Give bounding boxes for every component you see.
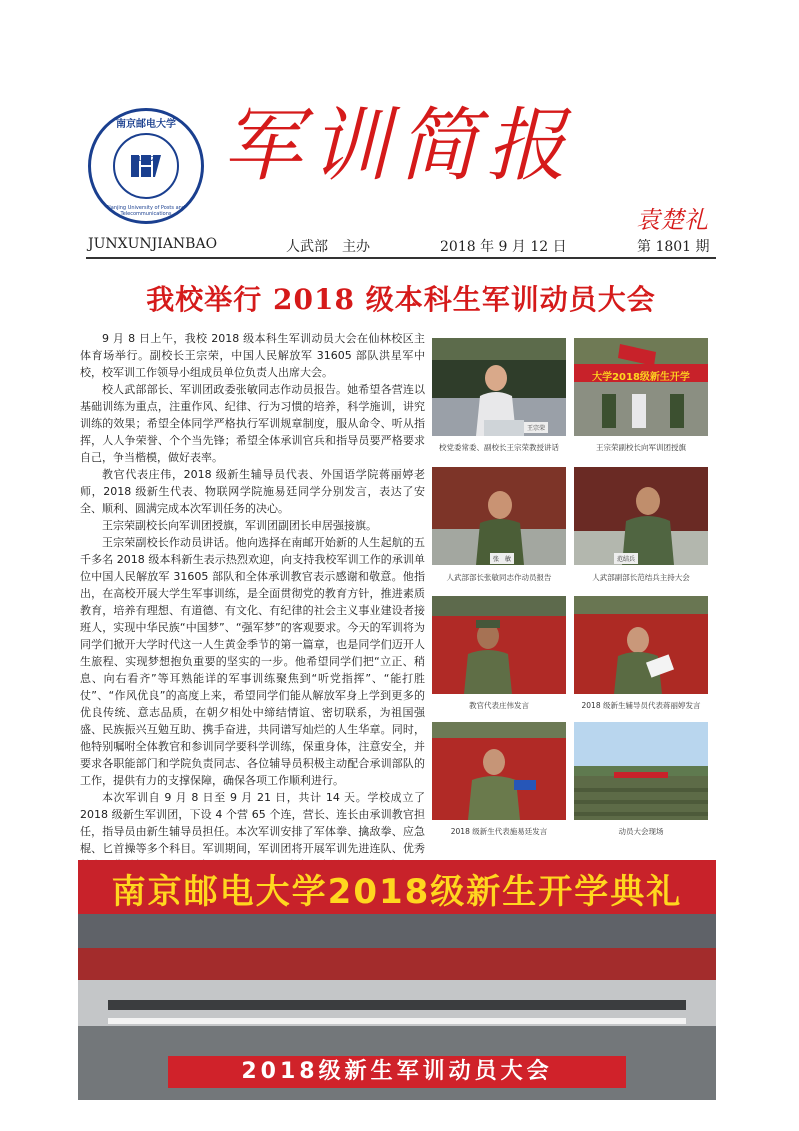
- photo-caption: 王宗荣副校长向军训团授旗: [596, 443, 686, 452]
- photo-flag-presentation: [574, 338, 708, 436]
- masthead-organizer: 人武部 主办: [286, 239, 370, 255]
- logo-name-en: Nanjing University of Posts and Telecommunications: [107, 205, 185, 217]
- article-paragraph: 王宗荣副校长向军训团授旗，军训团副团长申居强接旗。: [102, 519, 377, 532]
- photo-name-tag: 王宗荣: [524, 422, 548, 433]
- masthead-pinyin: JUNXUNJIANBAO: [88, 236, 218, 252]
- rally-banner: 2018级新生军训动员大会: [168, 1056, 626, 1088]
- article-body: [80, 330, 425, 874]
- photo-counselor-jiang: [574, 596, 708, 694]
- article-paragraph: 本次军训自 9 月 8 日至 9 月 21 日，共计 14 天。学校成立了 2018 级新生军训团，下设 4 个营 65 个连，营长、连长由承训教官担任，指导员由新生辅导员担任。本次军训安排了军体拳、擒敌拳、应急棍、匕首操等多个科目。军训期间，军训团将开展军训先进连队、优秀: [80, 791, 425, 855]
- logo-emblem-icon: [129, 151, 163, 181]
- photo-student-shi: [432, 722, 566, 820]
- ceremony-banner: 南京邮电大学2018级新生开学典礼: [111, 872, 683, 912]
- photo-speech-zhang: [432, 467, 566, 565]
- photo-caption: 人武部部长张敏同志作动员报告: [446, 573, 552, 582]
- masthead-issue: 第 1801 期: [637, 239, 710, 255]
- photo-caption: 人武部副部长范结兵主持大会: [592, 573, 690, 582]
- photo-caption: 动员大会现场: [618, 827, 664, 836]
- university-logo: [88, 108, 204, 224]
- photo-instructor-zhuang: [432, 596, 566, 694]
- calligraphy-signature: 袁楚礼: [636, 206, 708, 234]
- photo-caption: 教官代表庄伟发言: [469, 701, 529, 710]
- photo-caption: 2018 级新生代表施易廷发言: [450, 827, 548, 836]
- photo-caption: 校党委常委、副校长王宗荣教授讲话: [439, 443, 559, 452]
- photo-host-fan: [574, 467, 708, 565]
- photo-name-tag: 范结兵: [614, 553, 638, 564]
- masthead-date: 2018 年 9 月 12 日: [440, 239, 567, 255]
- article-paragraph: 教官代表庄伟，2018 级新生辅导员代表、外国语学院蒋丽婷老师，2018 级新生代表、物联网学院施易廷同学分别发言，表达了安全、顺利、圆满完成本次军训任务的决心。: [80, 468, 425, 515]
- photo-banner-text: 大学2018级新生开学: [592, 372, 690, 383]
- logo-seal: [113, 133, 179, 199]
- masthead-title: 军训简报: [222, 99, 574, 192]
- opening-ceremony-photo: [78, 860, 716, 1100]
- photo-name-tag: 张 敏: [490, 553, 514, 564]
- header-divider: [86, 257, 716, 259]
- article-headline: 我校举行 2018 级本科生军训动员大会: [146, 283, 656, 316]
- photo-caption: 2018 级新生辅导员代表蒋丽婷发言: [581, 701, 701, 710]
- article-paragraph: 王宗荣副校长作动员讲话。他向选择在南邮开始新的人生起航的五千多名 2018 级本科新生表示热烈欢迎，向支持我校军训工作的承训单位中国人民解放军 31605 部队和全体承训教官表示感谢和敬意。他指出，在高校开展大学生军事训练，是全面贯彻党的教育方针，推进素质教育，培养有理想、有道德、有文化、有纪律的社会主义事业建设者接班人，实现中华民族“中国梦”、“强军梦”的客观要求。今天的军训将为同学们掀开大学时代这一人生黄金季节的第一篇章，也是同学们迈开人生旅程、实现梦想抱负重要的坚实的一步。他希望同学们把“立正、稍息、向右看齐”等耳熟能详的军事训练聚焦到“听党指挥”、“能打胜仗”、“作风优良”的高度上来，希望同学们能从解放军身上学到更多的优良传统、意志品质，在朝夕相处中缔结情谊、密切联系，为祖国强盛、民族振兴互勉互助、携手奋进，共同谱写灿烂的人生华章。同时，他特别嘱咐全体教官和参训同学要科学训练，保重身体，注意安全，并要求各职能部门和学院负责同志、各位辅导员积极主动配合承训部队的工作，提供有力的支撑保障，确保各项工作顺利进行。: [80, 536, 425, 787]
- photo-rally-field: [574, 722, 708, 820]
- article-paragraph: 9 月 8 日上午，我校 2018 级本科生军训动员大会在仙林校区主体育场举行。副校长王宗荣，中国人民解放军 31605 部队洪星军中校，校军训工作领导小组成员单位负责人出席大会。: [80, 332, 425, 379]
- article-paragraph: 校人武部部长、军训团政委张敏同志作动员报告。她希望各营连以基础训练为重点，注重作风、纪律、行为习惯的培养，科学施训，讲究训练的效果；希望全体同学严格执行军训规章制度，服从命令、听从指挥，人人争荣誉、个个当先锋；希望全体承训官兵和指导员要严格要求自己，争当楷模，做好表率。: [80, 383, 425, 464]
- logo-name-cn: 南京邮电大学: [116, 119, 176, 130]
- photo-speech-wang: [432, 338, 566, 436]
